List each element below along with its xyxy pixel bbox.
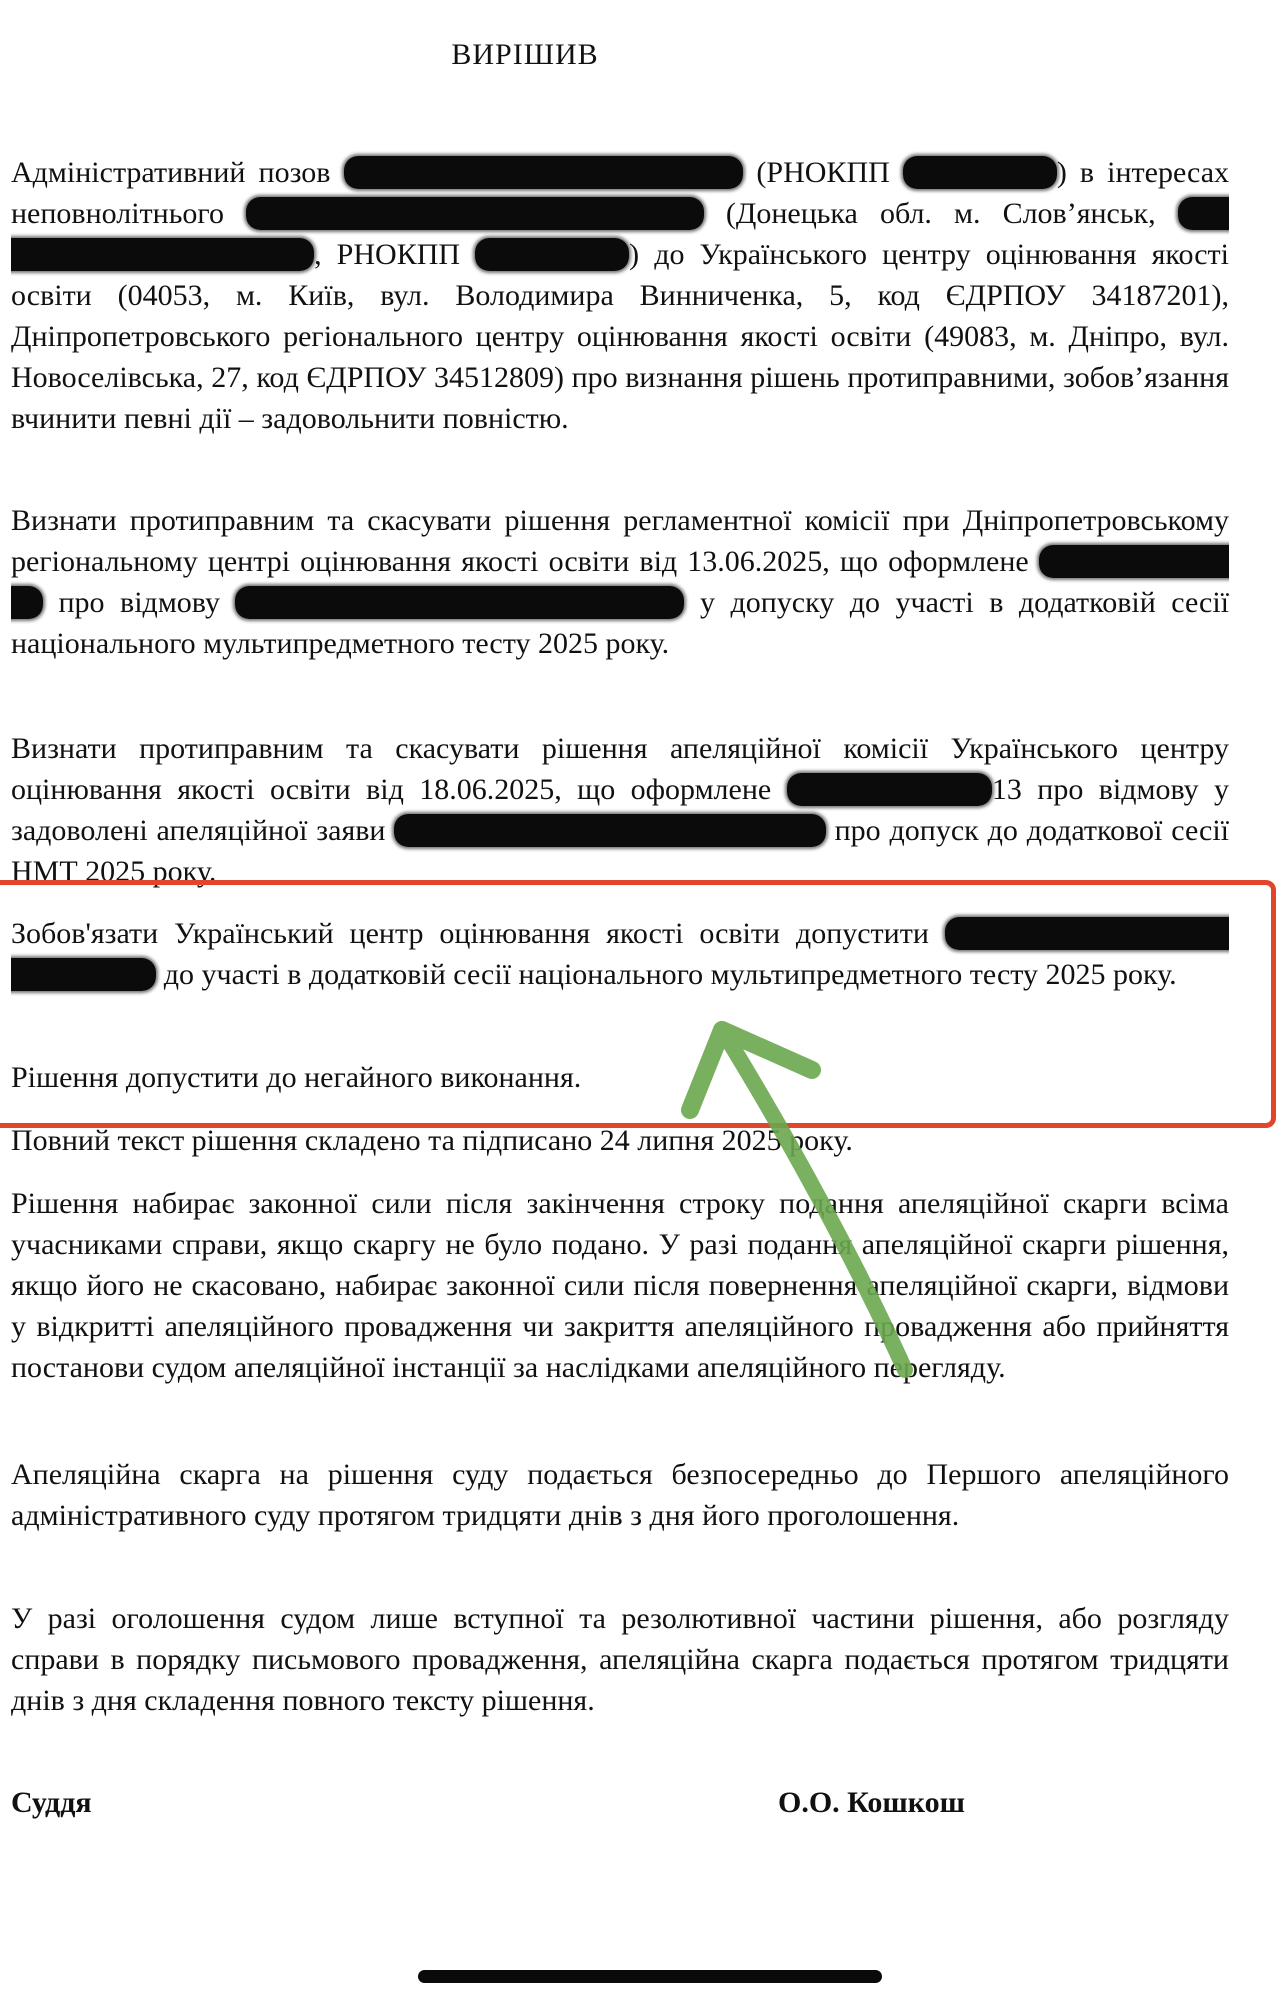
redaction-mark: [475, 238, 629, 271]
redaction-mark: [903, 156, 1057, 189]
paragraph-obligation: Зобов'язати Український центр оцінювання якості освіти допустити до участі в додатковій сесії національного мультипредметного тесту 2025 року.: [11, 913, 1229, 995]
redaction-mark: [235, 586, 684, 619]
paragraph-legal-force: Рішення набирає законної сили після закінчення строку подання апеляційної скарги всіма учасниками справи, якщо скаргу не було подано. У разі подання апеляційної скарги рішення, якщо його не скасовано, набирає законної сили після повернення апеляційної скарги, відмови у відкритті апеляційного провадження чи закриття апеляційного провадження або прийняття постанови судом апеляційної інстанції за наслідками апеляційного перегляду.: [11, 1187, 1229, 1384]
redaction-mark: [344, 156, 744, 189]
judge-name: О.О. Кошкош: [778, 1786, 965, 1819]
paragraph-claim: Адміністративний позов (РНОКПП ) в інтересах неповнолітнього (Донецька обл. м. Слов’янськ, , РНОКПП ) до Українського центру оцінювання якості освіти (04053, м. Київ, вул. Володимира Винниченка, 5, код ЄДРПОУ 34187201), Дніпропетровського регіонального центру оцінювання якості освіти (49083, м. Дніпро, вул. Новоселівська, 27, код ЄДРПОУ 34512809) про визнання рішень протиправними, зобов’язання вчинити певні дії – задовольнити повністю.: [11, 156, 1230, 435]
paragraph-full-text-date: Повний текст рішення складено та підписано 24 липня 2025 року.: [11, 1124, 853, 1157]
paragraph-appeal-deadline: У разі оголошення судом лише вступної та резолютивної частини рішення, або розгляду справи в порядку письмового провадження, апеляційна скарга подається протягом тридцяти днів з дня складення повного тексту рішення.: [11, 1602, 1229, 1717]
redaction-mark: [246, 197, 704, 230]
document-heading: ВИРІШИВ: [451, 38, 599, 71]
home-indicator[interactable]: [418, 1970, 882, 1983]
paragraph-appeal-decision: Визнати протиправним та скасувати рішення апеляційної комісії Українського центру оцінювання якості освіти від 18.06.2025, що оформлене 13 про відмову у задоволені апеляційної заяви про допуск до додаткової сесії НМТ 2025 року.: [11, 732, 1229, 888]
judge-label: Суддя: [11, 1786, 92, 1819]
redaction-mark: [394, 814, 825, 847]
paragraph-appeal-court: Апеляційна скарга на рішення суду подається безпосередньо до Першого апеляційного адміністративного суду протягом тридцяти днів з дня його проголошення.: [11, 1458, 1229, 1532]
redaction-mark: [787, 773, 992, 806]
paragraph-regulatory-decision: Визнати протиправним та скасувати рішення регламентної комісії при Дніпропетровському регіональному центрі оцінювання якості освіти від 13.06.2025, що оформлене про відмову у допуску до участі в додатковій сесії національного мультипредметного тесту 2025 року.: [11, 504, 1230, 660]
paragraph-immediate-execution: Рішення допустити до негайного виконання.: [11, 1061, 582, 1094]
